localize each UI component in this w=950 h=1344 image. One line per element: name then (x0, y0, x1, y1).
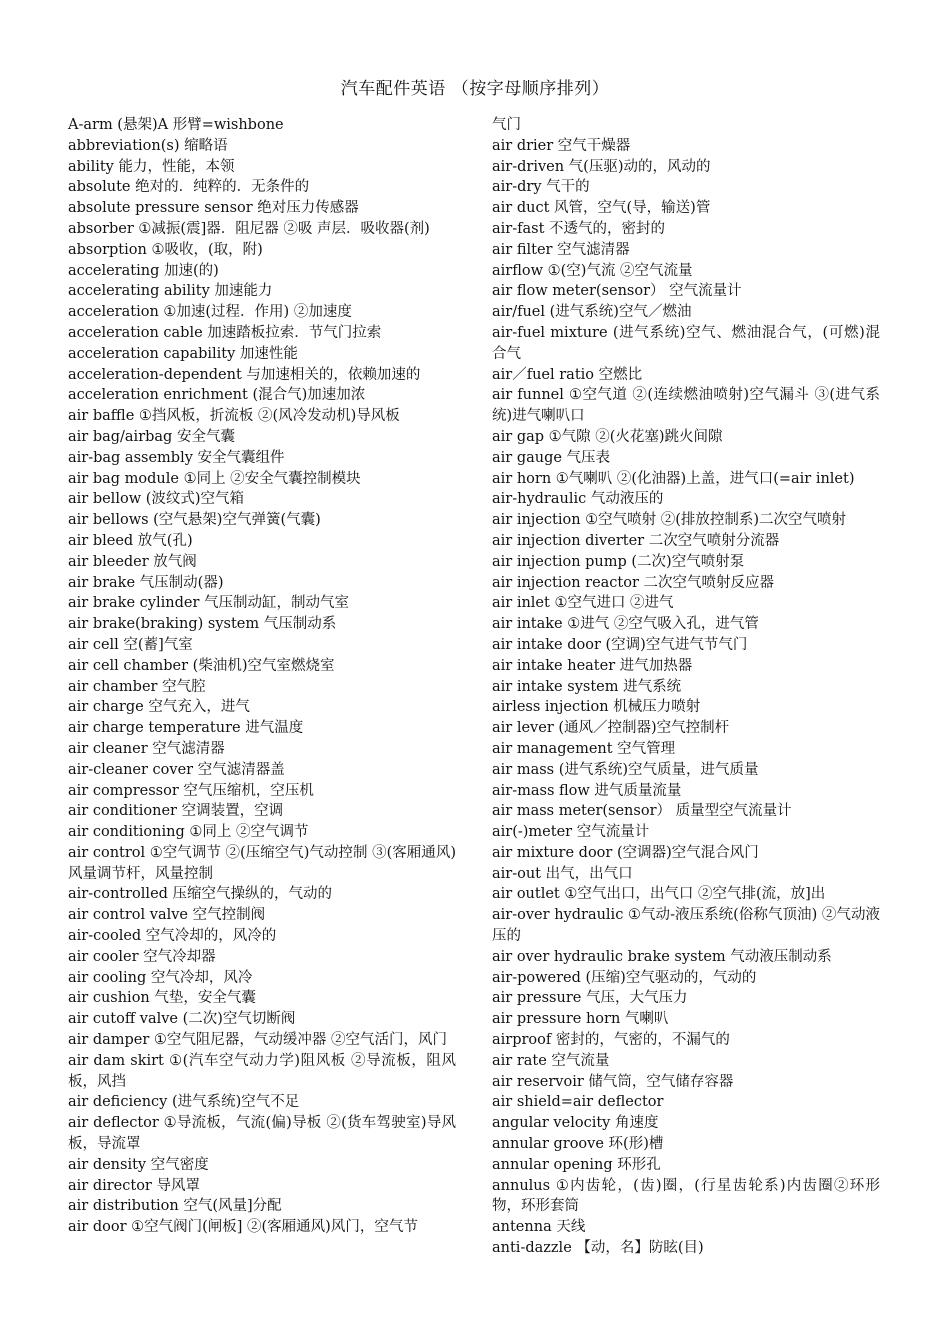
glossary-entry: air baffle ①挡风板，折流板 ②(风冷发动机)导风板 (68, 408, 400, 425)
glossary-entry: air intake system 进气系统 (492, 678, 682, 695)
glossary-column-right (492, 115, 880, 1259)
glossary-entry: air intake heater 进气加热器 (492, 657, 693, 674)
glossary-entry: air-hydraulic 气动液压的 (492, 491, 664, 508)
glossary-entry: air lever (通风／控制器)空气控制杆 (492, 720, 730, 737)
glossary-entry: air control ①空气调节 ②(压缩空气)气动控制 ③(客厢通风)风量调节杆，风量控制 (68, 844, 456, 882)
glossary-entry: air flow meter(sensor） 空气流量计 (492, 283, 742, 300)
glossary-entry: air gauge 气压表 (492, 449, 611, 466)
glossary-entry: air management 空气管理 (492, 740, 676, 757)
glossary-entry: absolute pressure sensor 绝对压力传感器 (68, 200, 359, 217)
glossary-entry: air damper ①空气阻尼器，气动缓冲器 ②空气活门，风门 (68, 1032, 448, 1049)
glossary-entry: air dam skirt ①(汽车空气动力学)阻风板 ②导流板，阻风板，风挡 (68, 1052, 456, 1090)
glossary-entry: accelerating ability 加速能力 (68, 283, 273, 300)
glossary-entry: air cleaner 空气滤清器 (68, 740, 225, 757)
glossary-entry: accelerating 加速(的) (68, 262, 219, 279)
glossary-entry: annular groove 环(形)槽 (492, 1136, 664, 1153)
glossary-entry: air-over hydraulic ①气动-液压系统(俗称气顶油) ②气动液压的 (492, 907, 880, 945)
glossary-entry: air brake 气压制动(器) (68, 574, 224, 591)
glossary-entry: air rate 空气流量 (492, 1052, 610, 1069)
glossary-entry: air-cleaner cover 空气滤清器盖 (68, 761, 285, 778)
glossary-entry: air injection ①空气喷射 ②(排放控制系)二次空气喷射 (492, 512, 847, 529)
glossary-entry: air-driven 气(压驱)动的，风动的 (492, 158, 711, 175)
glossary-entry: air gap ①气隙 ②(火花塞)跳火间隙 (492, 428, 723, 445)
glossary-entry: absorption ①吸收，(取，附) (68, 241, 263, 258)
glossary-entry: acceleration capability 加速性能 (68, 345, 298, 362)
glossary-entry: air-fast 不透气的，密封的 (492, 220, 666, 237)
glossary-entry: air-bag assembly 安全气囊组件 (68, 449, 285, 466)
glossary-entry: air/fuel (进气系统)空气／燃油 (492, 304, 692, 321)
glossary-entry: air bag/airbag 安全气囊 (68, 428, 235, 445)
glossary-entry: air control valve 空气控制阀 (68, 907, 266, 924)
glossary-entry: angular velocity 角速度 (492, 1115, 659, 1132)
glossary-entry: air／fuel ratio 空燃比 (492, 366, 643, 383)
glossary-entry: airless injection 机械压力喷射 (492, 699, 701, 716)
glossary-entry: air brake cylinder 气压制动缸，制动气室 (68, 595, 349, 612)
glossary-entry: air chamber 空气腔 (68, 678, 206, 695)
glossary-entry: A-arm (悬架)A 形臂=wishbone (68, 117, 284, 133)
glossary-entry: air conditioner 空调装置，空调 (68, 803, 284, 820)
glossary-entry: air director 导风罩 (68, 1177, 200, 1194)
glossary-entry: air mass (进气系统)空气质量，进气质量 (492, 761, 759, 778)
glossary-entry: air charge 空气充入，进气 (68, 699, 250, 716)
glossary-entry: air-controlled 压缩空气操纵的，气动的 (68, 886, 333, 903)
glossary-entry: air-out 出气，出气口 (492, 865, 633, 882)
glossary-entry: air injection diverter 二次空气喷射分流器 (492, 532, 780, 549)
glossary-entry: air charge temperature 进气温度 (68, 720, 304, 737)
glossary-entry: air density 空气密度 (68, 1156, 209, 1173)
glossary-entry: air drier 空气干燥器 (492, 137, 631, 154)
glossary-entry: annulus ①内齿轮，(齿)圈，(行星齿轮系)内齿圈②环形物，环形套筒 (492, 1177, 880, 1215)
glossary-entry: air cooling 空气冷却，风冷 (68, 969, 253, 986)
glossary-entry: air bleeder 放气阀 (68, 553, 197, 570)
glossary-entry: air over hydraulic brake system 气动液压制动系 (492, 948, 832, 965)
glossary-entry: air reservoir 储气筒，空气储存容器 (492, 1073, 734, 1090)
glossary-entry: air horn ①气喇叭 ②(化油器)上盖，进气口(=air inlet) (492, 470, 855, 487)
glossary-entry: anti-dazzle 【动，名】防眩(目) (492, 1240, 704, 1257)
glossary-entry: air shield=air deflector (492, 1094, 664, 1111)
glossary-entry: acceleration ①加速(过程．作用) ②加速度 (68, 304, 352, 321)
glossary-entry: air outlet ①空气出口，出气口 ②空气排(流，放]出 (492, 886, 826, 903)
glossary-entry: acceleration enrichment (混合气)加速加浓 (68, 387, 366, 404)
page-title: 汽车配件英语 （按字母顺序排列） (340, 79, 610, 99)
glossary-entry: air cushion 气垫，安全气囊 (68, 990, 256, 1007)
glossary-entry: air-dry 气干的 (492, 179, 590, 196)
glossary-entry: air conditioning ①同上 ②空气调节 (68, 824, 309, 841)
glossary-entry: air cutoff valve (二次)空气切断阀 (68, 1011, 296, 1028)
glossary-entry: air injection pump (二次)空气喷射泵 (492, 553, 745, 570)
glossary-entry: air-mass flow 进气质量流量 (492, 782, 682, 799)
glossary-entry: annular opening 环形孔 (492, 1156, 661, 1173)
glossary-entry: air cell 空(蓄]气室 (68, 636, 193, 653)
glossary-entry: air intake ①进气 ②空气吸入孔，进气管 (492, 616, 759, 633)
glossary-entry: absolute 绝对的．纯粹的．无条件的 (68, 179, 310, 196)
glossary-entry: airproof 密封的，气密的，不漏气的 (492, 1032, 730, 1049)
glossary-entry: abbreviation(s) 缩略语 (68, 137, 228, 154)
glossary-entry: air-powered (压缩)空气驱动的，气动的 (492, 969, 757, 986)
glossary-entry: air bellows (空气悬架)空气弹簧(气囊) (68, 512, 321, 529)
glossary-entry: antenna 天线 (492, 1219, 586, 1236)
glossary-entry: ability 能力，性能，本领 (68, 158, 235, 175)
glossary-entry: acceleration cable 加速踏板拉索．节气门拉索 (68, 324, 382, 341)
glossary-entry: air brake(braking) system 气压制动系 (68, 616, 337, 633)
glossary-entry: air-fuel mixture (进气系统)空气、燃油混合气，(可燃)混合气 (492, 324, 880, 362)
glossary-entry: air bellow (波纹式)空气箱 (68, 491, 245, 508)
glossary-entry: air distribution 空气(风量]分配 (68, 1198, 282, 1215)
glossary-entry: air compressor 空气压缩机，空压机 (68, 782, 314, 799)
glossary-entry: acceleration-dependent 与加速相关的，依赖加速的 (68, 366, 421, 383)
glossary-entry: air(-)meter 空气流量计 (492, 824, 650, 841)
glossary-entry: air pressure 气压，大气压力 (492, 990, 688, 1007)
glossary-entry: air door ①空气阀门(闸板] ②(客厢通风)风门，空气节 (68, 1219, 418, 1236)
glossary-entry: air inlet ①空气进口 ②进气 (492, 595, 674, 612)
glossary-entry: air pressure horn 气喇叭 (492, 1011, 669, 1028)
glossary-entry: air deficiency (进气系统)空气不足 (68, 1094, 300, 1111)
glossary-entry: 气门 (492, 117, 521, 133)
glossary-entry: air bag module ①同上 ②安全气囊控制模块 (68, 470, 361, 487)
glossary-entry: air duct 风管，空气(导，输送)管 (492, 200, 711, 217)
glossary-entry: air-cooled 空气冷却的，风冷的 (68, 928, 277, 945)
glossary-entry: air injection reactor 二次空气喷射反应器 (492, 574, 775, 591)
glossary-column-left (68, 115, 456, 1238)
glossary-entry: air deflector ①导流板，气流(偏)导板 ②(货车驾驶室)导风板，导流罩 (68, 1115, 456, 1153)
glossary-entry: air cooler 空气冷却器 (68, 948, 216, 965)
glossary-entry: air mass meter(sensor） 质量型空气流量计 (492, 803, 792, 820)
glossary-entry: absorber ①减振(震]器．阻尼器 ②吸 声层．吸收器(剂) (68, 220, 430, 237)
glossary-entry: air filter 空气滤清器 (492, 241, 630, 258)
glossary-entry: air cell chamber (柴油机)空气室燃烧室 (68, 657, 335, 674)
glossary-entry: air bleed 放气(孔) (68, 532, 193, 549)
glossary-entry: airflow ①(空)气流 ②空气流量 (492, 262, 693, 279)
glossary-entry: air mixture door (空调器)空气混合风门 (492, 844, 759, 861)
glossary-entry: air intake door (空调)空气进气节气门 (492, 636, 748, 653)
glossary-entry: air funnel ①空气道 ②(连续燃油喷射)空气漏斗 ③(进气系统)进气喇叭口 (492, 387, 880, 425)
